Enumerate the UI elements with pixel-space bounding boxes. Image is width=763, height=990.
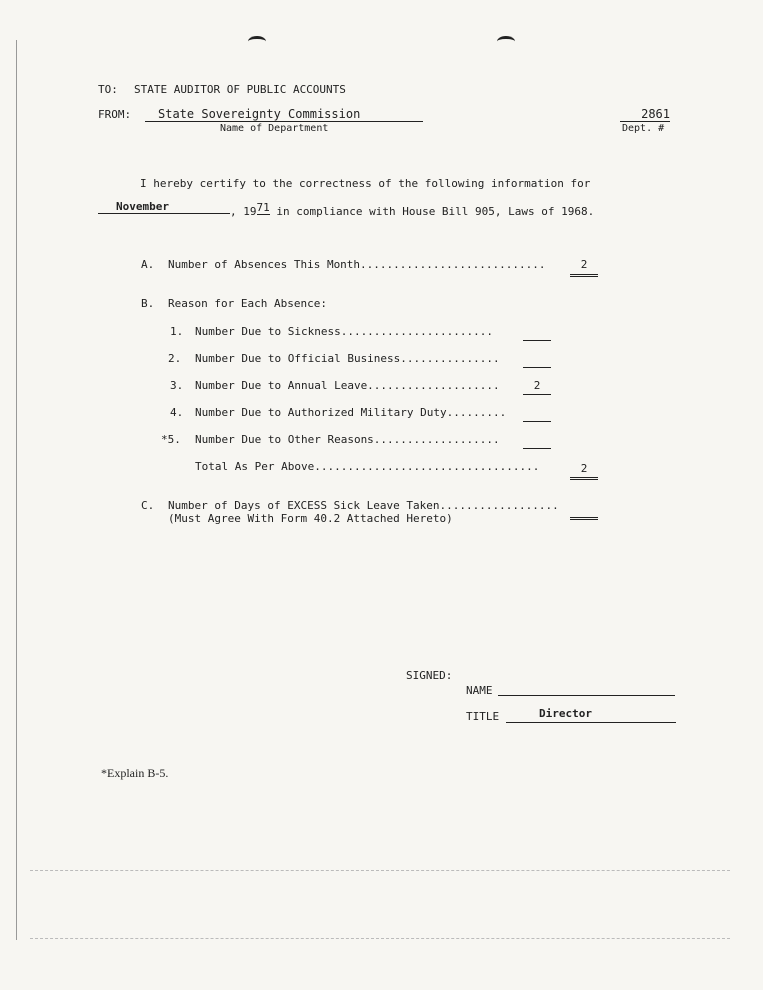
b-item-4-blank <box>523 421 551 422</box>
from-label: FROM: <box>98 108 132 121</box>
dept-caption: Dept. # <box>622 123 665 134</box>
section-a-letter: A. <box>141 258 155 271</box>
department-name: State Sovereignty Commission <box>145 107 423 122</box>
title-value: Director <box>539 707 592 720</box>
section-a-label: Number of Absences This Month............................ <box>168 258 546 271</box>
section-b-label: Reason for Each Absence: <box>168 297 327 310</box>
section-b-letter: B. <box>141 297 155 310</box>
section-a-value: 2 <box>580 258 588 271</box>
signed-label: SIGNED: <box>406 669 453 682</box>
b-item-5-blank <box>523 448 551 449</box>
scan-mark-icon <box>248 36 266 47</box>
b-item-3-num: 3. <box>170 379 184 392</box>
b-item-1-blank <box>523 340 551 341</box>
certification-compliance: , 1971 in compliance with House Bill 905, Laws of 1968. <box>230 201 595 218</box>
title-label: TITLE <box>466 710 500 723</box>
b-item-3-value: 2 <box>533 379 541 392</box>
b-item-1-num: 1. <box>170 325 184 338</box>
total-underline <box>570 477 598 478</box>
b-item-2-num: 2. <box>168 352 182 365</box>
section-c-double-underline <box>570 519 598 520</box>
b-item-2-blank <box>523 367 551 368</box>
b-item-4-label: Number Due to Authorized Military Duty......... <box>195 406 507 419</box>
total-double-underline <box>570 479 598 480</box>
b-item-5-label: Number Due to Other Reasons................... <box>195 433 500 446</box>
total-value: 2 <box>580 462 588 475</box>
b-item-3-blank <box>523 394 551 395</box>
section-c-line2: (Must Agree With Form 40.2 Attached Hereto) <box>168 512 453 525</box>
department-caption: Name of Department <box>220 123 329 134</box>
to-label: TO: <box>98 83 118 96</box>
b-item-2-label: Number Due to Official Business............... <box>195 352 500 365</box>
total-label: Total As Per Above.................................. <box>195 460 540 473</box>
section-a-double-underline <box>570 276 598 277</box>
section-c-letter: C. <box>141 499 155 512</box>
section-c-underline <box>570 517 598 518</box>
b-item-5-num: *5. <box>161 433 181 446</box>
name-line <box>498 695 675 696</box>
divider-line <box>30 938 730 939</box>
to-value: STATE AUDITOR OF PUBLIC ACCOUNTS <box>134 83 346 96</box>
b-item-1-label: Number Due to Sickness....................... <box>195 325 494 338</box>
section-a-underline <box>570 274 598 275</box>
scan-mark-icon <box>497 36 515 47</box>
certification-text: I hereby certify to the correctness of the following information for <box>140 177 591 190</box>
title-line <box>506 722 676 723</box>
footnote: *Explain B-5. <box>101 766 169 780</box>
b-item-3-label: Number Due to Annual Leave.................... <box>195 379 500 392</box>
b-item-4-num: 4. <box>170 406 184 419</box>
section-c-line1: Number of Days of EXCESS Sick Leave Taken.................. <box>168 499 559 512</box>
report-year: 71 <box>256 201 270 214</box>
left-margin-rule <box>16 40 17 940</box>
name-label: NAME <box>466 684 493 697</box>
divider-line <box>30 870 730 871</box>
dept-number: 2861 <box>620 107 670 122</box>
report-month: November <box>98 200 230 214</box>
